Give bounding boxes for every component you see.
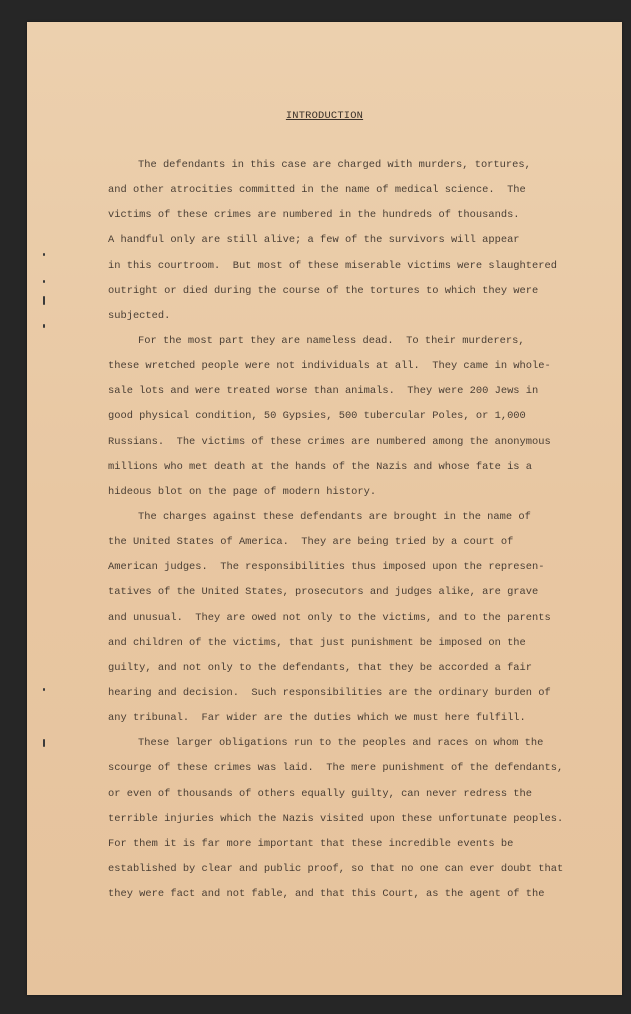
text-line: hideous blot on the page of modern history. [108, 485, 377, 498]
text-line: the United States of America. They are being tried by a court of [108, 536, 514, 549]
text-line: For them it is far more important that these incredible events be [108, 837, 514, 850]
text-line: tatives of the United States, prosecutors and judges alike, are grave [108, 586, 539, 599]
margin-mark [43, 739, 45, 747]
document-body [108, 156, 628, 910]
margin-mark [43, 253, 45, 256]
text-line: or even of thousands of others equally guilty, can never redress the [108, 787, 533, 800]
text-line: hearing and decision. Such responsibilities are the ordinary burden of [108, 686, 551, 699]
text-line: American judges. The responsibilities thus imposed upon the represen- [108, 561, 545, 574]
text-line: and children of the victims, that just punishment be imposed on the [108, 636, 526, 649]
text-line: subjected. [108, 309, 171, 322]
text-line: The charges against these defendants are brought in the name of [138, 510, 531, 523]
text-line: scourge of these crimes was laid. The mere punishment of the defendants, [108, 762, 564, 775]
text-line: and unusual. They are owed not only to the victims, and to the parents [108, 611, 551, 624]
text-line: and other atrocities committed in the name of medical science. The [108, 184, 526, 197]
margin-mark [43, 280, 45, 283]
margin-mark [43, 688, 45, 691]
text-line: A handful only are still alive; a few of the survivors will appear [108, 234, 520, 247]
text-line: Russians. The victims of these crimes are numbered among the anonymous [108, 435, 551, 448]
text-line: guilty, and not only to the defendants, that they be accorded a fair [108, 661, 533, 674]
text-line: For the most part they are nameless dead. To their murderers, [138, 334, 525, 347]
text-line: outright or died during the course of the tortures to which they were [108, 284, 539, 297]
text-line: good physical condition, 50 Gypsies, 500 tubercular Poles, or 1,000 [108, 410, 526, 423]
text-line: terrible injuries which the Nazis visited upon these unfortunate peoples. [108, 812, 564, 825]
text-line: millions who met death at the hands of the Nazis and whose fate is a [108, 460, 533, 473]
document-title: INTRODUCTION [285, 110, 364, 122]
text-line: victims of these crimes are numbered in the hundreds of thousands. [108, 209, 520, 222]
text-line: The defendants in this case are charged with murders, tortures, [138, 159, 531, 171]
document-page [27, 22, 622, 995]
text-line: they were fact and not fable, and that this Court, as the agent of the [108, 888, 545, 901]
text-line: sale lots and were treated worse than animals. They were 200 Jews in [108, 385, 539, 398]
text-line: These larger obligations run to the peoples and races on whom the [138, 737, 544, 750]
text-line: established by clear and public proof, so that no one can ever doubt that [108, 862, 564, 875]
margin-mark [43, 296, 45, 305]
text-line: any tribunal. Far wider are the duties which we must here fulfill. [108, 712, 526, 725]
text-line: these wretched people were not individuals at all. They came in whole- [108, 360, 551, 373]
text-line: in this courtroom. But most of these miserable victims were slaughtered [108, 259, 557, 272]
margin-mark [43, 324, 45, 328]
